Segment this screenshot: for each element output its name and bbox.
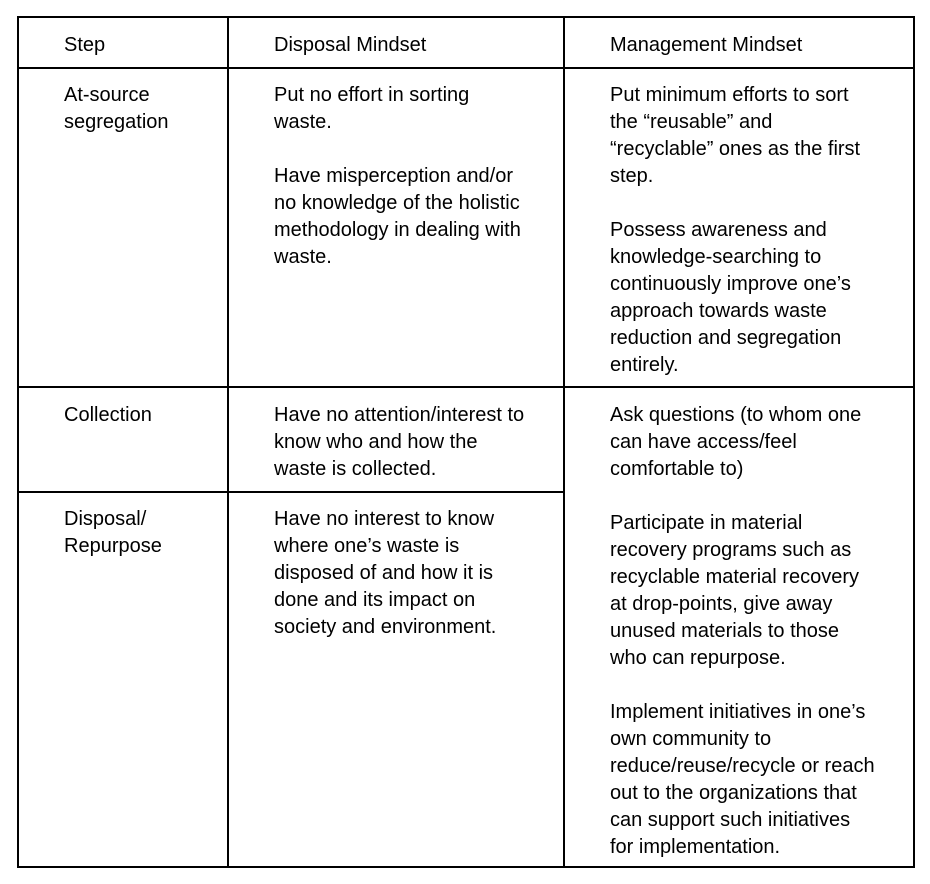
paragraph: [610, 510, 875, 672]
header-management-mindset: [610, 32, 802, 59]
text-line: Put minimum efforts to sort: [610, 84, 849, 106]
paragraph: [610, 217, 860, 379]
management-cell-collection-disposal: [610, 402, 875, 861]
text-line: reduction and segregation: [610, 327, 842, 349]
text-line: for implementation.: [610, 836, 781, 858]
text-line: waste is collected.: [274, 458, 437, 480]
header-step-label: Step: [64, 34, 106, 56]
paragraph: [274, 163, 521, 271]
text-line: recyclable material recovery: [610, 566, 859, 588]
header-disposal-label: Disposal Mindset: [274, 34, 427, 56]
text-line: can support such initiatives: [610, 809, 851, 831]
text-line: reduce/reuse/recycle or reach: [610, 755, 875, 777]
text-line: Have misperception and/or: [274, 165, 514, 187]
text-line: knowledge-searching to: [610, 246, 822, 268]
text-line: the “reusable” and: [610, 111, 773, 133]
paragraph: [610, 82, 860, 190]
text-line: unused materials to those: [610, 620, 840, 642]
text-line: own community to: [610, 728, 772, 750]
column-divider-1: [227, 18, 229, 866]
row-divider-1: [19, 386, 913, 388]
text-line: Have no attention/interest to: [274, 404, 525, 426]
text-line: disposed of and how it is: [274, 562, 494, 584]
step-label: [64, 82, 169, 136]
paragraph: [274, 82, 521, 136]
step-cell-segregation: [64, 82, 169, 136]
disposal-cell-segregation: [274, 82, 521, 271]
text-line: no knowledge of the holistic: [274, 192, 520, 214]
disposal-cell-collection: [274, 402, 524, 483]
text-line: Put no effort in sorting: [274, 84, 470, 106]
paragraph: [274, 402, 524, 483]
text-line: who can repurpose.: [610, 647, 786, 669]
text-line: Ask questions (to whom one: [610, 404, 862, 426]
step-line: At-source: [64, 84, 150, 106]
text-line: entirely.: [610, 354, 679, 376]
row-divider-2: [19, 491, 563, 493]
step-label: [64, 402, 152, 429]
header-step: [64, 32, 105, 59]
text-line: recovery programs such as: [610, 539, 852, 561]
text-line: where one’s waste is: [274, 535, 460, 557]
header-disposal-mindset: [274, 32, 426, 59]
text-line: out to the organizations that: [610, 782, 857, 804]
text-line: step.: [610, 165, 654, 187]
column-divider-2: [563, 18, 565, 866]
text-line: waste.: [274, 111, 332, 133]
text-line: Have no interest to know: [274, 508, 495, 530]
step-cell-disposal-repurpose: [64, 506, 162, 560]
paragraph: [610, 402, 875, 483]
text-line: “recyclable” ones as the first: [610, 138, 861, 160]
step-line: segregation: [64, 111, 169, 133]
text-line: can have access/feel: [610, 431, 797, 453]
text-line: society and environment.: [274, 616, 497, 638]
management-cell-segregation: [610, 82, 860, 379]
text-line: continuously improve one’s: [610, 273, 851, 295]
text-line: know who and how the: [274, 431, 478, 453]
step-cell-collection: [64, 402, 152, 429]
step-label: [64, 506, 162, 560]
text-line: done and its impact on: [274, 589, 476, 611]
paragraph: [274, 506, 496, 641]
text-line: waste.: [274, 246, 332, 268]
paragraph: [610, 699, 875, 861]
text-line: approach towards waste: [610, 300, 827, 322]
text-line: methodology in dealing with: [274, 219, 521, 241]
step-line: Collection: [64, 404, 152, 426]
disposal-cell-disposal-repurpose: [274, 506, 496, 641]
text-line: Possess awareness and: [610, 219, 827, 241]
text-line: at drop-points, give away: [610, 593, 833, 615]
text-line: Participate in material: [610, 512, 803, 534]
header-management-label: Management Mindset: [610, 34, 803, 56]
header-row-divider: [19, 67, 913, 69]
step-line: Repurpose: [64, 535, 162, 557]
step-line: Disposal/: [64, 508, 147, 530]
mindset-comparison-table: [17, 16, 915, 868]
text-line: Implement initiatives in one’s: [610, 701, 866, 723]
text-line: comfortable to): [610, 458, 744, 480]
